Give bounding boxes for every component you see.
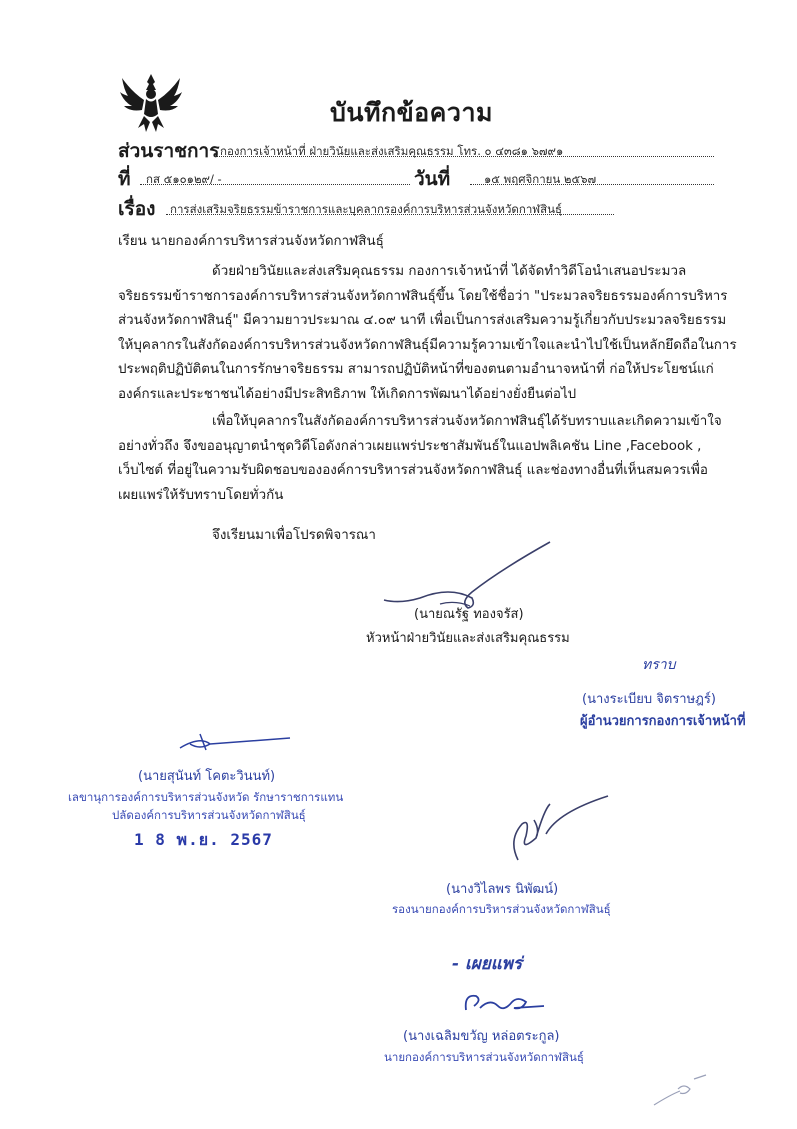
document-title: บันทึกข้อความ xyxy=(330,98,493,127)
deputy-signature-scribble xyxy=(478,790,618,870)
subject-label: เรื่อง xyxy=(118,198,156,220)
closing-line: จึงเรียนมาเพื่อโปรดพิจารณา xyxy=(212,528,376,543)
paragraph-line: ด้วยฝ่ายวินัยและส่งเสริมคุณธรรม กองการเจ้าหน้าที่ ได้จัดทำวิดีโอนำเสนอประมวล xyxy=(212,264,687,279)
paragraph-line: ประพฤติปฏิบัติตนในการรักษาจริยธรรม สามารถปฏิบัติหน้าที่ของตนตามอำนาจหน้าที่ ก่อให้ประโยชน์แก่ xyxy=(118,362,714,378)
mayor-position: นายกองค์การบริหารส่วนจังหวัดกาฬสินธุ์ xyxy=(384,1050,584,1064)
date-label: วันที่ xyxy=(414,168,451,190)
author-position: หัวหน้าฝ่ายวินัยและส่งเสริมคุณธรรม xyxy=(366,631,570,646)
agency-value: กองการเจ้าหน้าที่ ฝ่ายวินัยและส่งเสริมคุณธรรม โทร. ๐ ๔๓๘๑ ๖๗๙๑ xyxy=(220,144,564,158)
secretary-position-2: ปลัดองค์การบริหารส่วนจังหวัดกาฬสินธุ์ xyxy=(112,808,306,822)
salutation: เรียน นายกองค์การบริหารส่วนจังหวัดกาฬสินธุ์ xyxy=(118,234,384,249)
ref-label: ที่ xyxy=(118,168,131,190)
faint-pen-mark xyxy=(650,1075,710,1109)
paragraph-line: จริยธรรมข้าราชการองค์การบริหารส่วนจังหวัดกาฬสินธุ์ขึ้น โดยใช้ชื่อว่า "ประมวลจริยธรรมองค์การบริหาร xyxy=(118,288,728,304)
secretary-name: (นายสุนันท์ โคตะวินนท์) xyxy=(138,769,276,784)
director-name: (นางระเบียบ จิตราษฎร์) xyxy=(582,692,716,707)
ref-value: กส ๕๑๐๑๒๙/ - xyxy=(146,172,222,186)
paragraph-line: เว็บไซต์ ที่อยู่ในความรับผิดชอบขององค์การบริหารส่วนจังหวัดกาฬสินธุ์ และช่องทางอื่นที่เห็นสมควรเพื่อ xyxy=(118,463,708,479)
received-date-stamp: 1 8 พ.ย. 2567 xyxy=(134,830,273,849)
director-position: ผู้อำนวยการกองการเจ้าหน้าที่ xyxy=(580,714,746,729)
mayor-signature-scribble xyxy=(460,988,550,1018)
author-name: (นายณรัฐ ทองจรัส) xyxy=(414,607,524,622)
paragraph-line: องค์กรและประชาชนได้อย่างมีประสิทธิภาพ ให้เกิดการพัฒนาได้อย่างยั่งยืนต่อไป xyxy=(118,386,577,402)
paragraph-line: ส่วนจังหวัดกาฬสินธุ์" มีความยาวประมาณ ๔.๐๙ นาที เพื่อเป็นการส่งเสริมความรู้เกี่ยวกับประมวลจริยธรรม xyxy=(118,313,727,329)
director-handwritten-note: ทราบ xyxy=(642,657,676,673)
mayor-handwritten-note: - เผยแพร่ xyxy=(452,954,523,974)
secretary-position-1: เลขานุการองค์การบริหารส่วนจังหวัด รักษาราชการแทน xyxy=(68,790,344,804)
deputy-position: รองนายกองค์การบริหารส่วนจังหวัดกาฬสินธุ์ xyxy=(392,902,611,916)
garuda-emblem-icon xyxy=(118,70,184,134)
deputy-name: (นางวิไลพร นิพัฒน์) xyxy=(446,882,559,897)
paragraph-line: อย่างทั่วถึง จึงขออนุญาตนำชุดวิดีโอดังกล่าวเผยแพร่ประชาสัมพันธ์ในแอปพลิเคชัน Line ,Facebook , xyxy=(118,438,702,454)
body-paragraph-1 xyxy=(118,260,737,408)
secretary-signature-scribble xyxy=(170,730,310,760)
subject-value: การส่งเสริมจริยธรรมข้าราชการและบุคลากรองค์การบริหารส่วนจังหวัดกาฬสินธุ์ xyxy=(170,202,563,216)
agency-label: ส่วนราชการ xyxy=(118,140,220,162)
body-paragraph-2 xyxy=(118,410,722,508)
paragraph-line: เผยแพร่ให้รับทราบโดยทั่วกัน xyxy=(118,487,284,503)
date-value: ๑๕ พฤศจิกายน ๒๕๖๗ xyxy=(484,172,597,186)
mayor-name: (นางเฉลิมขวัญ หล่อตระกูล) xyxy=(403,1029,560,1044)
paragraph-line: ให้บุคลากรในสังกัดองค์การบริหารส่วนจังหวัดกาฬสินธุ์มีความรู้ความเข้าใจและนำไปใช้เป็นหลักยึดถือในการ xyxy=(118,337,737,353)
paragraph-line: เพื่อให้บุคลากรในสังกัดองค์การบริหารส่วนจังหวัดกาฬสินธุ์ได้รับทราบและเกิดความเข้าใจ xyxy=(212,414,722,429)
